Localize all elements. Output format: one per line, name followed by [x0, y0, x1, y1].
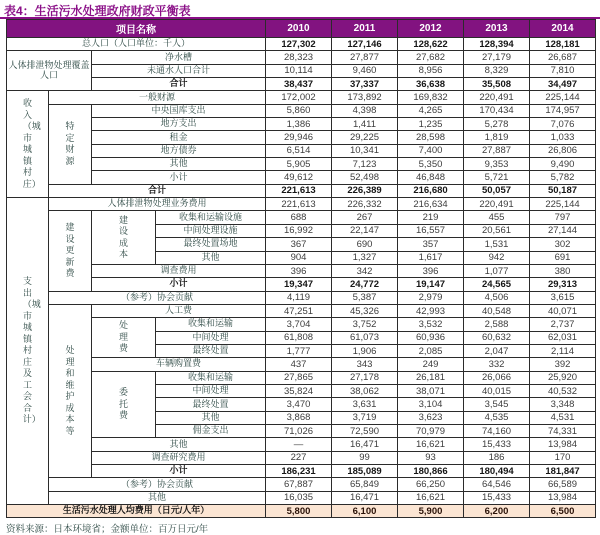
value-cell: 225,144: [530, 198, 596, 211]
value-cell: 93: [398, 451, 464, 464]
row-label: 中间处理: [156, 331, 266, 344]
value-cell: 180,866: [398, 465, 464, 478]
header-year-2011: 2011: [332, 20, 398, 38]
value-cell: 16,621: [398, 438, 464, 451]
value-cell: 3,532: [398, 318, 464, 331]
table-row: [7, 478, 596, 491]
value-cell: 396: [266, 264, 332, 277]
value-cell: 1,819: [464, 131, 530, 144]
table-row: [7, 171, 596, 184]
value-cell: 35,508: [464, 78, 530, 91]
row-label: 净水槽: [92, 51, 266, 64]
value-cell: 7,123: [332, 158, 398, 171]
value-cell: 72,590: [332, 424, 398, 437]
value-cell: 2,979: [398, 291, 464, 304]
group-label-cell: [92, 211, 156, 264]
value-cell: 2,588: [464, 318, 530, 331]
table-row: [7, 318, 596, 331]
value-cell: 65,849: [332, 478, 398, 491]
value-cell: 5,905: [266, 158, 332, 171]
value-cell: 170,434: [464, 104, 530, 117]
value-cell: 9,490: [530, 158, 596, 171]
value-cell: 4,531: [530, 411, 596, 424]
value-cell: 216,634: [398, 198, 464, 211]
row-label: 总人口（人口单位：千人）: [7, 38, 266, 51]
row-label: 其他: [49, 491, 266, 504]
group-label-cell: [49, 211, 92, 291]
value-cell: 332: [464, 358, 530, 371]
value-cell: 5,782: [530, 171, 596, 184]
table-row: [7, 505, 596, 518]
value-cell: 173,892: [332, 91, 398, 104]
value-cell: 220,491: [464, 91, 530, 104]
value-cell: 367: [266, 238, 332, 251]
value-cell: 797: [530, 211, 596, 224]
table-row: [7, 64, 596, 77]
value-cell: 170: [530, 451, 596, 464]
row-label: 地方支出: [92, 118, 266, 131]
value-cell: 2,737: [530, 318, 596, 331]
table-row: [7, 278, 596, 291]
value-cell: 3,545: [464, 398, 530, 411]
vertical-group-label: 建设成本: [118, 214, 128, 260]
value-cell: 16,035: [266, 491, 332, 504]
value-cell: 2,047: [464, 344, 530, 357]
row-label: 租金: [92, 131, 266, 144]
value-cell: 186,231: [266, 465, 332, 478]
header-year-2012: 2012: [398, 20, 464, 38]
row-label: 收集和运输设施: [156, 211, 266, 224]
value-cell: 25,920: [530, 371, 596, 384]
value-cell: 942: [464, 251, 530, 264]
table-row: [7, 371, 596, 384]
row-label: 一般财源: [49, 91, 266, 104]
value-cell: 1,327: [332, 251, 398, 264]
source-note: 资料来源：日本环境省；金额单位：百万日元/年: [6, 524, 209, 535]
value-cell: 2,114: [530, 344, 596, 357]
value-cell: 688: [266, 211, 332, 224]
value-cell: 4,535: [464, 411, 530, 424]
value-cell: 26,687: [530, 51, 596, 64]
group-label-cell: [92, 318, 156, 358]
table-row: [7, 358, 596, 371]
row-label: 调查费用: [92, 264, 266, 277]
value-cell: 219: [398, 211, 464, 224]
value-cell: 302: [530, 238, 596, 251]
value-cell: 5,860: [266, 104, 332, 117]
value-cell: 42,993: [398, 304, 464, 317]
value-cell: 4,506: [464, 291, 530, 304]
vertical-group-label: 处理和维护成本等: [65, 345, 75, 436]
value-cell: 455: [464, 211, 530, 224]
row-label: 车辆购置费: [92, 358, 266, 371]
value-cell: 127,302: [266, 38, 332, 51]
row-label: 小计: [92, 278, 266, 291]
table-row: [7, 264, 596, 277]
value-cell: 5,387: [332, 291, 398, 304]
value-cell: 1,617: [398, 251, 464, 264]
row-label: 佣金支出: [156, 424, 266, 437]
value-cell: 50,057: [464, 184, 530, 197]
group-label-cell: [7, 198, 49, 505]
value-cell: 61,073: [332, 331, 398, 344]
row-label: 合计: [49, 184, 266, 197]
value-cell: 38,437: [266, 78, 332, 91]
value-cell: 67,887: [266, 478, 332, 491]
value-cell: 186: [464, 451, 530, 464]
value-cell: 2,085: [398, 344, 464, 357]
value-cell: 16,471: [332, 438, 398, 451]
value-cell: 6,514: [266, 144, 332, 157]
value-cell: 28,598: [398, 131, 464, 144]
value-cell: 61,808: [266, 331, 332, 344]
row-label: 未通水人口合计: [92, 64, 266, 77]
header-year-2013: 2013: [464, 20, 530, 38]
value-cell: 37,337: [332, 78, 398, 91]
row-label: 人体排泄物处理业务费用: [49, 198, 266, 211]
value-cell: 60,936: [398, 331, 464, 344]
row-label: 小计: [92, 465, 266, 478]
value-cell: 3,719: [332, 411, 398, 424]
row-label: 生活污水处理人均费用（日元/人年）: [7, 505, 266, 518]
row-label: 收集和运输: [156, 318, 266, 331]
value-cell: 220,491: [464, 198, 530, 211]
table-row: [7, 78, 596, 91]
row-label: 地方债券: [92, 144, 266, 157]
value-cell: 45,326: [332, 304, 398, 317]
value-cell: 180,494: [464, 465, 530, 478]
value-cell: 6,200: [464, 505, 530, 518]
value-cell: 3,104: [398, 398, 464, 411]
value-cell: 24,565: [464, 278, 530, 291]
vertical-group-label: 委托费: [118, 387, 128, 421]
value-cell: 343: [332, 358, 398, 371]
row-label: 其他: [156, 251, 266, 264]
table-row: [7, 118, 596, 131]
value-cell: 64,546: [464, 478, 530, 491]
value-cell: 904: [266, 251, 332, 264]
value-cell: 16,557: [398, 224, 464, 237]
value-cell: 40,532: [530, 384, 596, 397]
table-row: [7, 211, 596, 224]
value-cell: 1,531: [464, 238, 530, 251]
value-cell: 249: [398, 358, 464, 371]
value-cell: 169,832: [398, 91, 464, 104]
row-label: 人工费: [92, 304, 266, 317]
value-cell: 1,077: [464, 264, 530, 277]
value-cell: 74,331: [530, 424, 596, 437]
value-cell: 15,433: [464, 438, 530, 451]
value-cell: 267: [332, 211, 398, 224]
value-cell: 3,868: [266, 411, 332, 424]
value-cell: 1,033: [530, 131, 596, 144]
table-row: [7, 144, 596, 157]
value-cell: 5,350: [398, 158, 464, 171]
value-cell: 27,682: [398, 51, 464, 64]
value-cell: 1,777: [266, 344, 332, 357]
group-label-cell: [7, 91, 49, 198]
value-cell: 99: [332, 451, 398, 464]
value-cell: 181,847: [530, 465, 596, 478]
value-cell: 60,632: [464, 331, 530, 344]
value-cell: 3,470: [266, 398, 332, 411]
value-cell: 380: [530, 264, 596, 277]
header-year-2010: 2010: [266, 20, 332, 38]
row-label: （参考）协会贡献: [49, 478, 266, 491]
value-cell: 66,589: [530, 478, 596, 491]
table-row: [7, 131, 596, 144]
value-cell: 226,332: [332, 198, 398, 211]
value-cell: 27,144: [530, 224, 596, 237]
value-cell: 38,062: [332, 384, 398, 397]
table-row: [7, 291, 596, 304]
value-cell: 5,721: [464, 171, 530, 184]
value-cell: 27,887: [464, 144, 530, 157]
value-cell: 49,612: [266, 171, 332, 184]
value-cell: 1,411: [332, 118, 398, 131]
value-cell: 38,071: [398, 384, 464, 397]
value-cell: 9,353: [464, 158, 530, 171]
value-cell: 127,146: [332, 38, 398, 51]
value-cell: 1,235: [398, 118, 464, 131]
row-label: 中央国库支出: [92, 104, 266, 117]
row-label: 中间处理设施: [156, 224, 266, 237]
value-cell: 4,398: [332, 104, 398, 117]
value-cell: 34,497: [530, 78, 596, 91]
table-row: [7, 158, 596, 171]
vertical-group-label: 处理费: [118, 320, 128, 354]
value-cell: 13,984: [530, 438, 596, 451]
row-label: 其他: [92, 438, 266, 451]
value-cell: 3,623: [398, 411, 464, 424]
value-cell: 342: [332, 264, 398, 277]
value-cell: 7,076: [530, 118, 596, 131]
value-cell: 1,906: [332, 344, 398, 357]
row-label: 其他: [92, 158, 266, 171]
value-cell: 22,147: [332, 224, 398, 237]
header-item-name: 项目名称: [7, 20, 266, 38]
table-row: [7, 198, 596, 211]
row-label: （参考）协会贡献: [49, 291, 266, 304]
value-cell: 690: [332, 238, 398, 251]
table-row: [7, 184, 596, 197]
header-year-2014: 2014: [530, 20, 596, 38]
value-cell: 35,824: [266, 384, 332, 397]
value-cell: 1,386: [266, 118, 332, 131]
table-row: [7, 104, 596, 117]
vertical-group-label: 收入（城市城镇村庄）: [22, 98, 41, 189]
value-cell: 16,471: [332, 491, 398, 504]
value-cell: 24,772: [332, 278, 398, 291]
row-label: 最终处置: [156, 398, 266, 411]
value-cell: 10,341: [332, 144, 398, 157]
header-row: [7, 20, 596, 38]
value-cell: 29,313: [530, 278, 596, 291]
table-row: [7, 491, 596, 504]
table-row: [7, 465, 596, 478]
vertical-group-label: 建设更新费: [65, 222, 75, 279]
row-label: 其他: [156, 411, 266, 424]
value-cell: 221,613: [266, 198, 332, 211]
table-row: [7, 51, 596, 64]
value-cell: 26,806: [530, 144, 596, 157]
value-cell: 26,181: [398, 371, 464, 384]
value-cell: 3,752: [332, 318, 398, 331]
table-row: [7, 91, 596, 104]
value-cell: 10,114: [266, 64, 332, 77]
value-cell: 172,002: [266, 91, 332, 104]
table-row: [7, 451, 596, 464]
group-label-cell: [49, 304, 92, 477]
value-cell: 16,992: [266, 224, 332, 237]
value-cell: 4,119: [266, 291, 332, 304]
row-label: 合计: [92, 78, 266, 91]
value-cell: 7,400: [398, 144, 464, 157]
value-cell: 27,179: [464, 51, 530, 64]
row-label: 小计: [92, 171, 266, 184]
group-label-cell: 人体排泄物处理覆盖人口: [7, 51, 92, 91]
value-cell: 8,329: [464, 64, 530, 77]
value-cell: 27,877: [332, 51, 398, 64]
value-cell: 221,613: [266, 184, 332, 197]
row-label: 收集和运输: [156, 371, 266, 384]
value-cell: 128,622: [398, 38, 464, 51]
value-cell: 5,900: [398, 505, 464, 518]
value-cell: 27,178: [332, 371, 398, 384]
value-cell: 36,638: [398, 78, 464, 91]
value-cell: 52,498: [332, 171, 398, 184]
value-cell: 66,250: [398, 478, 464, 491]
table-row: [7, 304, 596, 317]
group-label-cell: [92, 371, 156, 438]
value-cell: 50,187: [530, 184, 596, 197]
value-cell: 19,347: [266, 278, 332, 291]
value-cell: 6,500: [530, 505, 596, 518]
value-cell: 74,160: [464, 424, 530, 437]
value-cell: 46,848: [398, 171, 464, 184]
value-cell: 128,394: [464, 38, 530, 51]
value-cell: 227: [266, 451, 332, 464]
value-cell: 8,956: [398, 64, 464, 77]
row-label: 中间处理: [156, 384, 266, 397]
value-cell: 40,015: [464, 384, 530, 397]
value-cell: 4,265: [398, 104, 464, 117]
value-cell: 5,800: [266, 505, 332, 518]
fiscal-table: [6, 19, 596, 518]
value-cell: 3,615: [530, 291, 596, 304]
table-row: [7, 38, 596, 51]
page-title: 表4：生活污水处理政府财政平衡表: [4, 4, 191, 18]
table-row: [7, 438, 596, 451]
value-cell: 437: [266, 358, 332, 371]
value-cell: 70,979: [398, 424, 464, 437]
group-label-cell: [49, 104, 92, 184]
value-cell: 26,066: [464, 371, 530, 384]
value-cell: 27,865: [266, 371, 332, 384]
value-cell: 3,631: [332, 398, 398, 411]
value-cell: 40,548: [464, 304, 530, 317]
value-cell: 225,144: [530, 91, 596, 104]
value-cell: 396: [398, 264, 464, 277]
value-cell: 47,251: [266, 304, 332, 317]
value-cell: 174,957: [530, 104, 596, 117]
value-cell: 691: [530, 251, 596, 264]
value-cell: 216,680: [398, 184, 464, 197]
value-cell: 128,181: [530, 38, 596, 51]
value-cell: 20,561: [464, 224, 530, 237]
value-cell: 16,621: [398, 491, 464, 504]
row-label: 最终处置: [156, 344, 266, 357]
vertical-group-label: 支出（城市城镇村庄及工会合计）: [22, 276, 41, 425]
value-cell: 7,810: [530, 64, 596, 77]
value-cell: 392: [530, 358, 596, 371]
value-cell: 62,031: [530, 331, 596, 344]
value-cell: 6,100: [332, 505, 398, 518]
value-cell: 29,946: [266, 131, 332, 144]
value-cell: 357: [398, 238, 464, 251]
value-cell: —: [266, 438, 332, 451]
value-cell: 185,089: [332, 465, 398, 478]
row-label: 调查研究费用: [92, 451, 266, 464]
value-cell: 3,704: [266, 318, 332, 331]
value-cell: 5,278: [464, 118, 530, 131]
value-cell: 40,071: [530, 304, 596, 317]
table-body: [7, 38, 596, 518]
value-cell: 3,348: [530, 398, 596, 411]
value-cell: 29,225: [332, 131, 398, 144]
value-cell: 71,026: [266, 424, 332, 437]
value-cell: 15,433: [464, 491, 530, 504]
value-cell: 226,389: [332, 184, 398, 197]
row-label: 最终处置场地: [156, 238, 266, 251]
value-cell: 9,460: [332, 64, 398, 77]
table-title-bar: [0, 0, 600, 19]
value-cell: 19,147: [398, 278, 464, 291]
value-cell: 28,323: [266, 51, 332, 64]
vertical-group-label: 特定财源: [65, 121, 75, 166]
value-cell: 13,984: [530, 491, 596, 504]
